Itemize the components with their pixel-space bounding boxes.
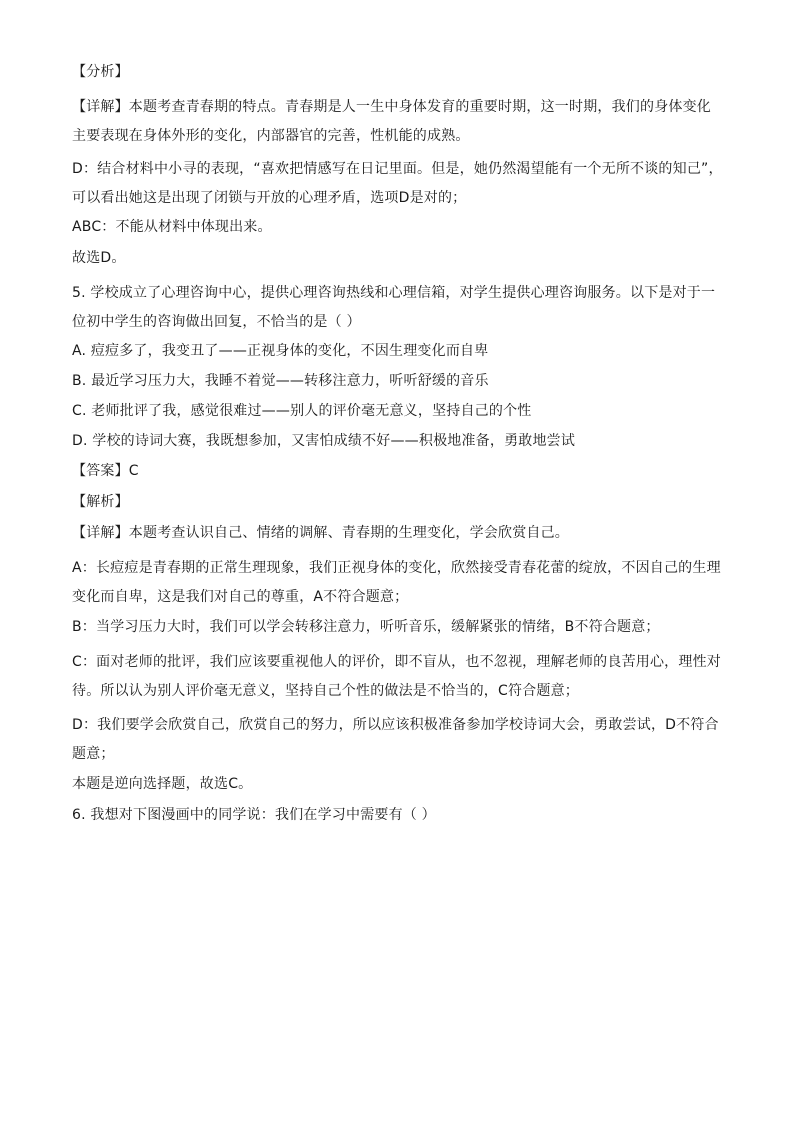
option-d-explanation: D：结合材料中小寻的表现，“喜欢把情感写在日记里面。但是，她仍然渴望能有一个无所不谈的知己”，可以看出她这是出现了闭锁与开放的心理矛盾，选项D是对的； <box>72 161 723 206</box>
explanation-d: D：我们要学会欣赏自己，欣赏自己的努力，所以应该积极准备参加学校诗词大会，勇敢尝试，D不符合题意； <box>72 717 719 762</box>
document-page <box>72 62 724 836</box>
explanation-c: C：面对老师的批评，我们应该要重视他人的评价，即不盲从，也不忽视，理解老师的良苦用心，理性对待。所以认为别人评价毫无意义，坚持自己个性的做法是不恰当的，C符合题意； <box>72 654 721 699</box>
reverse-choice-note: 本题是逆向选择题，故选C。 <box>72 776 253 792</box>
question-5-option-d: D. 学校的诗词大赛，我既想参加，又害怕成绩不好——积极地准备，勇敢地尝试 <box>72 433 576 449</box>
question-5-option-a: A. 痘痘多了，我变丑了——正视身体的变化，不因生理变化而自卑 <box>72 343 489 359</box>
detail-paragraph-2: 【详解】本题考查认识自己、情绪的调解、青春期的生理变化，学会欣赏自己。 <box>72 525 569 541</box>
option-abc-explanation: ABC：不能从材料中体现出来。 <box>72 219 272 235</box>
analysis-heading-2: 【解析】 <box>72 494 129 510</box>
question-6-stem: 6. 我想对下图漫画中的同学说：我们在学习中需要有（ ） <box>72 807 436 823</box>
question-5-option-c: C. 老师批评了我，感觉很难过——别人的评价毫无意义，坚持自己的个性 <box>72 403 532 419</box>
choose-statement: 故选D。 <box>72 250 126 266</box>
answer-label: 【答案】C <box>72 463 139 479</box>
question-5-option-b: B. 最近学习压力大，我睡不着觉——转移注意力，听听舒缓的音乐 <box>72 373 489 389</box>
explanation-a: A：长痘痘是青春期的正常生理现象，我们正视身体的变化，欣然接受青春花蕾的绽放，不因自己的生理变化而自卑，这是我们对自己的尊重，A不符合题意； <box>72 560 721 605</box>
explanation-b: B：当学习压力大时，我们可以学会转移注意力，听听音乐，缓解紧张的情绪，B不符合题意； <box>72 619 660 635</box>
question-5-stem: 5. 学校成立了心理咨询中心，提供心理咨询热线和心理信箱，对学生提供心理咨询服务。以下是对于一位初中学生的咨询做出回复，不恰当的是（ ） <box>72 285 716 330</box>
analysis-heading: 【分析】 <box>72 64 129 80</box>
detail-paragraph: 【详解】本题考查青春期的特点。青春期是人一生中身体发育的重要时期，这一时期，我们的身体变化主要表现在身体外形的变化，内部器官的完善，性机能的成熟。 <box>72 99 711 144</box>
